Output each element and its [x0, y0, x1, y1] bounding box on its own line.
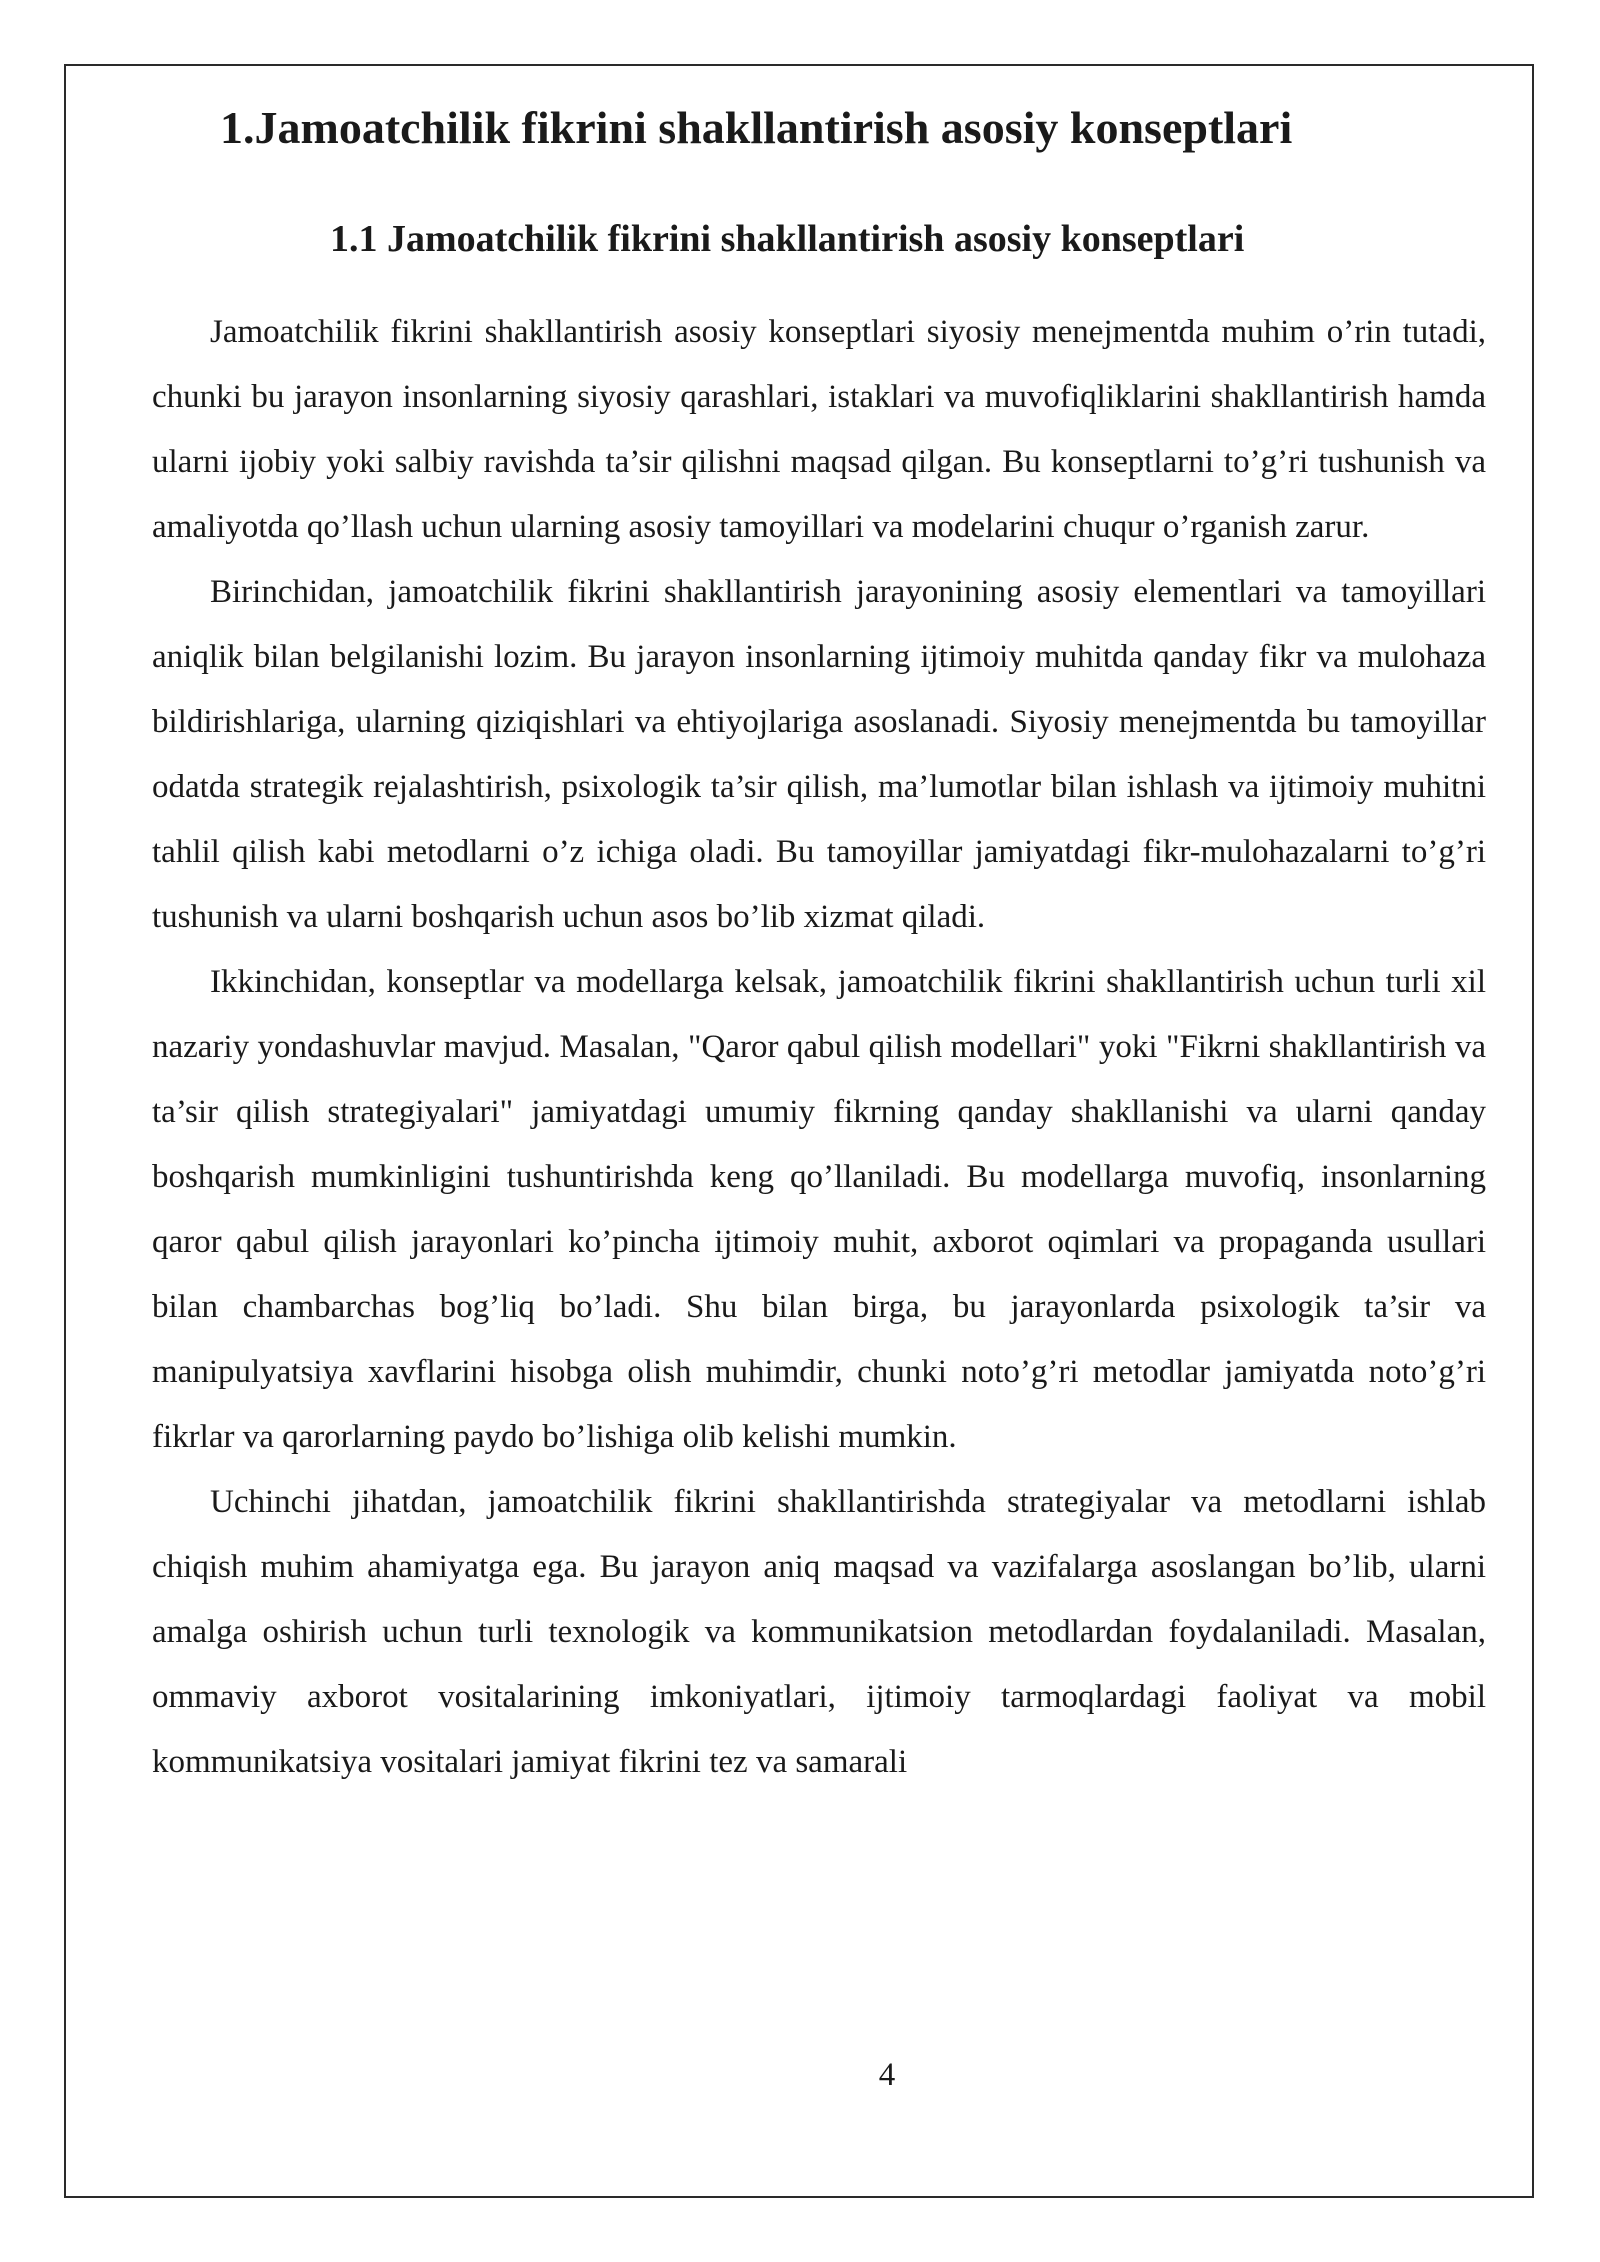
paragraph-1: Jamoatchilik fikrini shakllantirish asosiy konseptlari siyosiy menejmentda muhim o’rin tutadi, chunki bu jarayon insonlarning siyosiy qarashlari, istaklari va muvofiqliklarini shakllantirish hamda ularni ijobiy yoki salbiy ravishda ta’sir qilishni maqsad qilgan. Bu konseptlarni to’g’ri tushunish va amaliyotda qo’llash uchun ularning asosiy tamoyillari va modelarini chuqur o’rganish zarur.: [152, 314, 1486, 545]
chapter-title: 1.Jamoatchilik fikrini shakllantirish asosiy konseptlari: [220, 102, 1293, 153]
paragraph-4: Uchinchi jihatdan, jamoatchilik fikrini shakllantirishda strategiyalar va metodlarni ishlab chiqish muhim ahamiyatga ega. Bu jarayon aniq maqsad va vazifalarga asoslangan bo’lib, ularni amalga oshirish uchun turli texnologik va kommunikatsion metodlardan foydalaniladi. Masalan, ommaviy axborot vositalarining imkoniyatlari, ijtimoiy tarmoqlardagi faoliyat va mobil kommunikatsiya vositalari jamiyat fikrini tez va samarali: [152, 1484, 1486, 1780]
paragraph-3: Ikkinchidan, konseptlar va modellarga kelsak, jamoatchilik fikrini shakllantirish uchun turli xil nazariy yondashuvlar mavjud. Masalan, "Qaror qabul qilish modellari" yoki "Fikrni shakllantirish va ta’sir qilish strategiyalari" jamiyatdagi umumiy fikrning qanday shakllanishi va ularni qanday boshqarish mumkinligini tushuntirishda keng qo’llaniladi. Bu modellarga muvofiq, insonlarning qaror qabul qilish jarayonlari ko’pincha ijtimoiy muhit, axborot oqimlari va propaganda usullari bilan chambarchas bog’liq bo’ladi. Shu bilan birga, bu jarayonlarda psixologik ta’sir va manipulyatsiya xavflarini hisobga olish muhimdir, chunki noto’g’ri metodlar jamiyatda noto’g’ri fikrlar va qarorlarning paydo bo’lishiga olib kelishi mumkin.: [152, 964, 1486, 1455]
paragraph-2: Birinchidan, jamoatchilik fikrini shakllantirish jarayonining asosiy elementlari va tamoyillari aniqlik bilan belgilanishi lozim. Bu jarayon insonlarning ijtimoiy muhitda qanday fikr va mulohaza bildirishlariga, ularning qiziqishlari va ehtiyojlariga asoslanadi. Siyosiy menejmentda bu tamoyillar odatda strategik rejalashtirish, psixologik ta’sir qilish, ma’lumotlar bilan ishlash va ijtimoiy muhitni tahlil qilish kabi metodlarni o’z ichiga oladi. Bu tamoyillar jamiyatdagi fikr-mulohazalarni to’g’ri tushunish va ularni boshqarish uchun asos bo’lib xizmat qiladi.: [152, 574, 1486, 935]
section-title: 1.1 Jamoatchilik fikrini shakllantirish asosiy konseptlari: [330, 218, 1245, 260]
body-text: [152, 300, 1486, 1795]
page-content: [152, 96, 1486, 1795]
page-number: 4: [878, 2057, 896, 2093]
